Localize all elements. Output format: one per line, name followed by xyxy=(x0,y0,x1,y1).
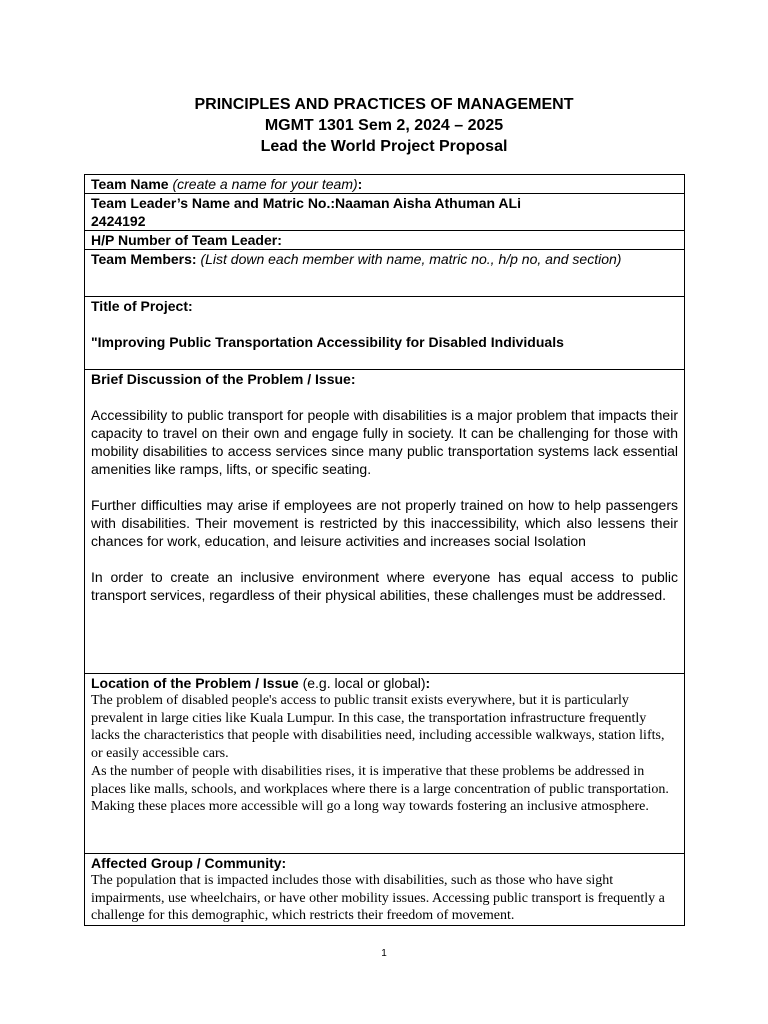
team-name-hint: (create a name for your team) xyxy=(172,176,358,192)
problem-cell[interactable] xyxy=(85,370,685,674)
problem-paragraph-3: In order to create an inclusive environment where everyone has equal access to public transport services, regardless of their physical abilities, these challenges must be addressed. xyxy=(91,569,678,603)
row-team-members xyxy=(85,250,685,297)
proposal-form-table xyxy=(84,174,685,926)
affected-paragraph: The population that is impacted includes those with disabilities, such as those who have sight impairments, use wheelchairs, or have other mobility issues. Accessing public transport is frequently a challenge for this demographic, which restricts their freedom of movement. xyxy=(91,873,665,924)
location-hint: (e.g. local or global) xyxy=(302,675,426,691)
location-label: Location of the Problem / Issue xyxy=(91,675,299,691)
team-leader-matric: 2424192 xyxy=(91,213,146,229)
project-title-label: Title of Project: xyxy=(91,298,193,314)
document-title: Lead the World Project Proposal xyxy=(260,138,508,155)
row-hp-number xyxy=(85,231,685,250)
location-paragraph-1: The problem of disabled people's access to public transit exists everywhere, but it is particularly prevalent in large cities like Kuala Lumpur. In this case, the transportation infrastructure frequently lacks the characteristics that people with disabilities need, including accessible walkways, station lifts, or easily accessible cars. xyxy=(91,693,665,762)
team-members-hint: (List down each member with name, matric no., h/p no, and section) xyxy=(200,251,622,267)
team-leader-name: Naaman Aisha Athuman ALi xyxy=(335,195,521,211)
team-name-cell[interactable] xyxy=(85,175,685,194)
page-number: 1 xyxy=(381,948,387,959)
hp-number-label: H/P Number of Team Leader: xyxy=(91,232,282,248)
location-paragraph-2: As the number of people with disabilities rises, it is imperative that these problems be addressed in places like malls, schools, and workplaces where there is a large concentration of public transportation. Making these places more accessible will go a long way towards fostering an inclusive atmosphere. xyxy=(91,763,669,815)
hp-number-cell[interactable] xyxy=(85,231,685,250)
course-code: MGMT 1301 Sem 2, 2024 – 2025 xyxy=(264,117,504,134)
team-members-label: Team Members: xyxy=(91,251,197,267)
location-colon: : xyxy=(425,675,431,691)
row-team-name xyxy=(85,175,685,194)
row-team-leader xyxy=(85,194,685,231)
document-header xyxy=(0,94,768,157)
location-cell[interactable] xyxy=(85,674,685,854)
team-name-label: Team Name xyxy=(91,176,169,192)
problem-label: Brief Discussion of the Problem / Issue: xyxy=(91,371,356,387)
problem-paragraph-1: Accessibility to public transport for people with disabilities is a major problem that impacts their capacity to travel on their own and engage fully in society. It can be challenging for those with mobility disabilities to access services since many public transportation systems lack essential amenities like ramps, lifts, or specific seating. xyxy=(91,407,678,477)
row-project-title xyxy=(85,297,685,370)
affected-cell[interactable] xyxy=(85,854,685,926)
problem-paragraph-2: Further difficulties may arise if employees are not properly trained on how to help passengers with disabilities. Their movement is restricted by this inaccessibility, which also lessens their chances for work, education, and leisure activities and increases social Isolation xyxy=(91,497,678,549)
affected-label: Affected Group / Community: xyxy=(91,855,287,871)
team-leader-cell[interactable] xyxy=(85,194,685,231)
team-name-colon: : xyxy=(357,176,363,192)
project-title-cell[interactable] xyxy=(85,297,685,370)
row-affected xyxy=(85,854,685,926)
team-members-cell[interactable] xyxy=(85,250,685,297)
team-leader-label: Team Leader’s Name and Matric No.: xyxy=(91,195,336,211)
project-title-value: "Improving Public Transportation Accessibility for Disabled Individuals xyxy=(91,334,564,350)
row-problem xyxy=(85,370,685,674)
course-title: PRINCIPLES AND PRACTICES OF MANAGEMENT xyxy=(194,96,574,113)
row-location xyxy=(85,674,685,854)
